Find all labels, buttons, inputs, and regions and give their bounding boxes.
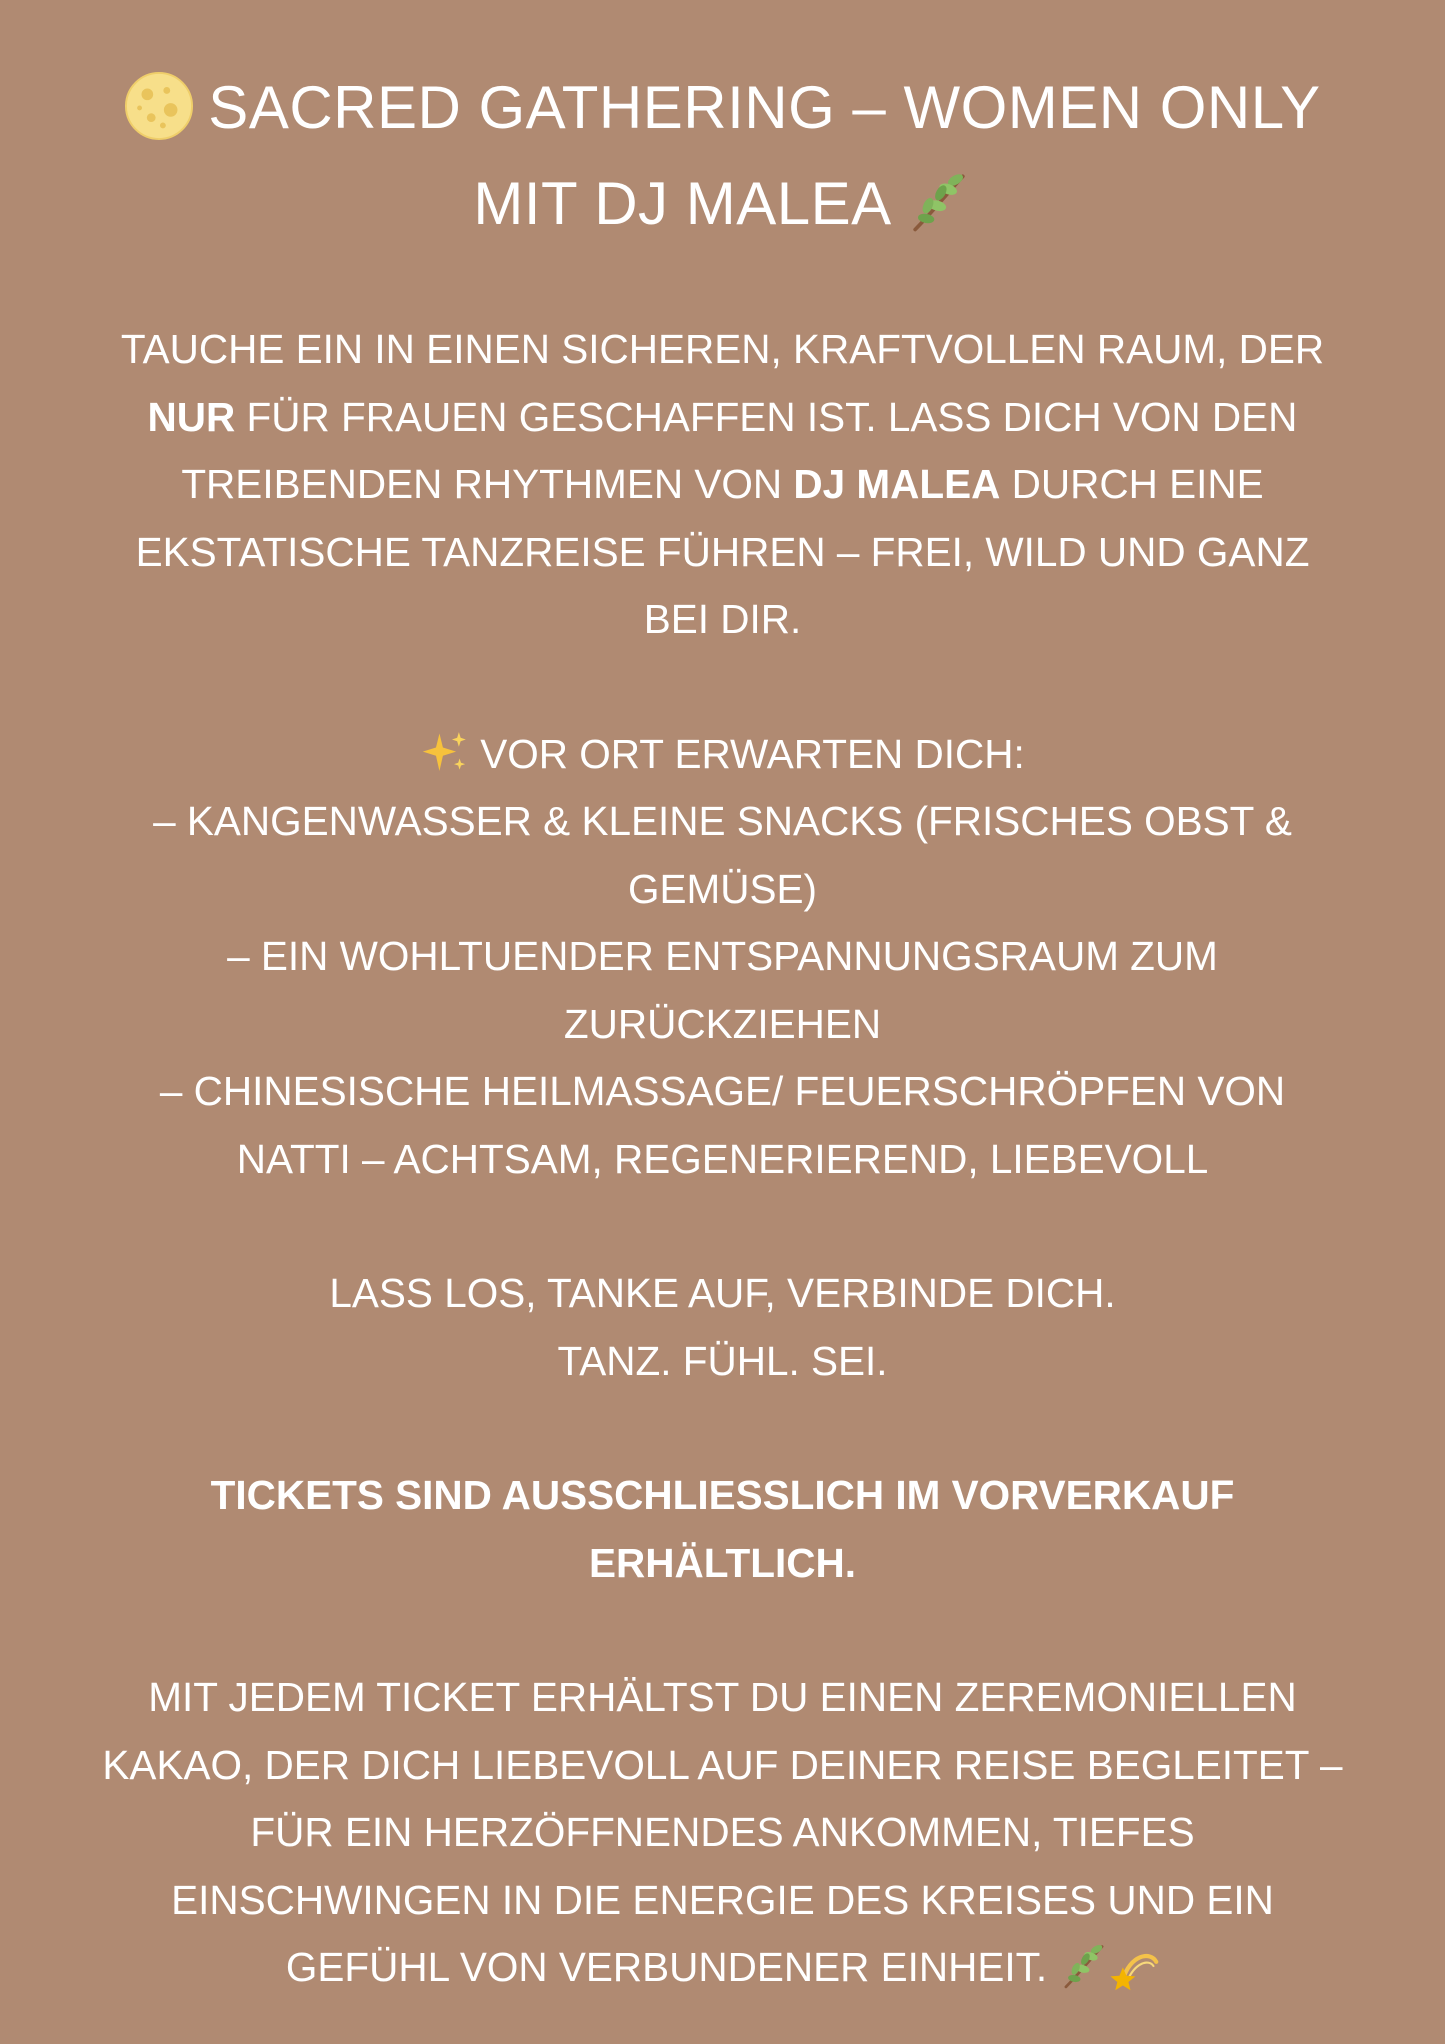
title-line-1-text: SACRED GATHERING – WOMEN ONLY — [208, 74, 1321, 141]
title-line-2-text: MIT DJ MALEA — [473, 170, 892, 237]
cacao-line: FÜR EIN HERZÖFFNENDES ANKOMMEN, TIEFES — [250, 1809, 1195, 1855]
closing-line: LASS LOS, TANKE AUF, VERBINDE DICH. — [329, 1270, 1116, 1316]
offer-line: – CHINESISCHE HEILMASSAGE/ FEUERSCHRÖPFEN VON — [159, 1068, 1286, 1114]
closing-motto — [70, 1260, 1375, 1395]
offer-heading — [70, 721, 1375, 789]
title-line-2 — [70, 156, 1375, 252]
intro-line — [70, 451, 1375, 519]
shooting-star-icon — [1109, 1941, 1159, 1991]
offer-heading-text: VOR ORT ERWARTEN DICH: — [480, 730, 1025, 777]
cacao-line: KAKAO, DER DICH LIEBEVOLL AUF DEINER REISE BEGLEITET – — [102, 1741, 1343, 1788]
intro-text: TREIBENDEN RHYTHMEN VON — [181, 461, 794, 507]
intro-paragraph — [70, 316, 1375, 654]
offer-line: ZURÜCKZIEHEN — [563, 1000, 882, 1047]
tickets-notice — [70, 1462, 1375, 1597]
offer-line: NATTI – ACHTSAM, REGENERIEREND, LIEBEVOLL — [236, 1135, 1209, 1182]
tickets-line: ERHÄLTLICH. — [589, 1539, 856, 1586]
cacao-line: EINSCHWINGEN IN DIE ENERGIE DES KREISES UND EIN — [171, 1876, 1274, 1923]
cacao-last-text: GEFÜHL VON VERBUNDENER EINHEIT. — [285, 1944, 1048, 1990]
herb-twig-icon — [906, 169, 972, 235]
cacao-line — [70, 1934, 1375, 2002]
closing-line: TANZ. FÜHL. SEI. — [557, 1337, 888, 1384]
title-line-1 — [70, 60, 1375, 156]
offer-line: GEMÜSE) — [627, 865, 817, 912]
intro-line — [70, 384, 1375, 452]
offer-line: – EIN WOHLTUENDER ENTSPANNUNGSRAUM ZUM — [227, 933, 1218, 979]
intro-text: DURCH EINE — [1000, 461, 1264, 507]
offer-line: – KANGENWASSER & KLEINE SNACKS (FRISCHES OBST & — [153, 798, 1292, 844]
intro-emphasis-dj: DJ MALEA — [793, 461, 1001, 507]
cacao-paragraph — [70, 1664, 1375, 2002]
intro-line: EKSTATISCHE TANZREISE FÜHREN – FREI, WILD UND GANZ — [135, 528, 1310, 575]
event-title — [70, 60, 1375, 252]
sparkles-icon — [420, 728, 470, 778]
tickets-line: TICKETS SIND AUSSCHLIESSLICH IM VORVERKAUF — [210, 1472, 1235, 1518]
intro-line: BEI DIR. — [643, 596, 802, 642]
intro-emphasis-nur: NUR — [147, 393, 236, 440]
full-moon-icon — [124, 71, 194, 141]
offer-section — [70, 721, 1375, 1194]
herb-twig-icon — [1059, 1941, 1109, 1991]
cacao-line: MIT JEDEM TICKET ERHÄLTST DU EINEN ZEREMONIELLEN — [148, 1674, 1297, 1720]
intro-text: FÜR FRAUEN GESCHAFFEN IST. LASS DICH VON DEN — [235, 393, 1298, 440]
intro-line: TAUCHE EIN IN EINEN SICHEREN, KRAFTVOLLEN RAUM, DER — [120, 326, 1325, 372]
